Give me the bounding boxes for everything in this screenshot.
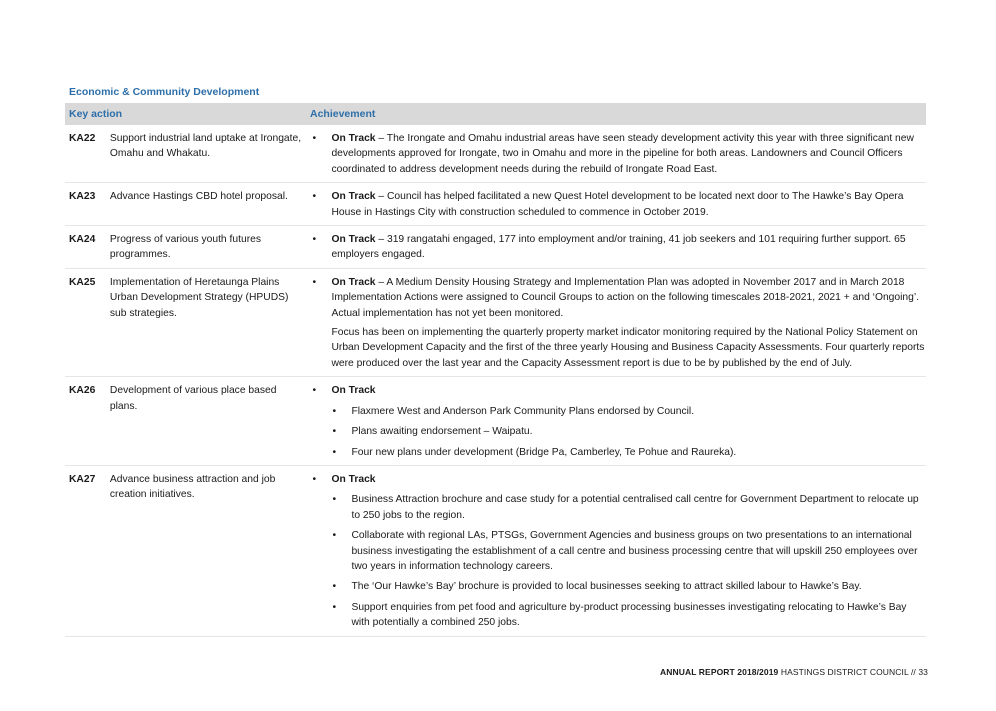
achievement-bullet: [309, 189, 926, 220]
section-title: Economic & Community Development: [69, 86, 260, 98]
achievement-cell: [309, 472, 926, 631]
achievement-text: – The Irongate and Omahu industrial areas have seen steady development activity this year with three significant new developments approved for Irongate, two in Omahu and more in the pipeline for both areas. Landowners and Council Officers coordinated to address development needs during the rebuild of Irongate Road East.: [331, 133, 914, 175]
table-row: [65, 226, 926, 269]
status-label: On Track: [331, 191, 376, 203]
achievement-bullet: [309, 383, 926, 398]
status-label: On Track: [331, 133, 376, 144]
achievement-bullet: [309, 472, 926, 487]
achievement-text: – 319 rangatahi engaged, 177 into employment and/or training, 41 job seekers and 101 requiring further support. 65 employers engaged.: [331, 234, 906, 261]
sub-bullet: • Business Attraction brochure and case study for a potential centralised call centre for Government Department to relocate up to 250 jobs to the region.: [309, 492, 926, 523]
page-footer: [660, 667, 928, 677]
key-actions-table: [65, 103, 926, 637]
achievement-cell: [309, 232, 926, 263]
achievement-cell: [309, 383, 926, 460]
table-row: [65, 377, 926, 466]
achievement-cell: [309, 189, 926, 220]
header-key-action: Key action: [69, 108, 123, 120]
achievement-bullet: [309, 131, 926, 177]
table-row: [65, 183, 926, 226]
status-label: On Track: [331, 385, 376, 397]
action-code: KA22: [69, 133, 96, 144]
status-label: On Track: [331, 473, 376, 485]
achievement-cell: [309, 275, 926, 371]
table-row: [65, 125, 926, 183]
footer-org-page: HASTINGS DISTRICT COUNCIL // 33: [778, 667, 928, 677]
action-description: Implementation of Heretaunga Plains Urban Development Strategy (HPUDS) sub strategies.: [109, 276, 289, 319]
action-description: Advance business attraction and job creation initiatives.: [109, 473, 276, 501]
action-description: Support industrial land uptake at Irongate, Omahu and Whakatu.: [109, 133, 302, 160]
action-code: KA27: [69, 473, 96, 485]
table-row: [65, 269, 926, 377]
sub-bullet: • Plans awaiting endorsement – Waipatu.: [309, 424, 926, 439]
action-description: Advance Hastings CBD hotel proposal.: [109, 191, 288, 203]
action-code: KA26: [69, 385, 96, 397]
achievement-paragraph: Focus has been on implementing the quarterly property market indicator monitoring required by the National Policy Statement on Urban Development Capacity and the first of the three yearly Housing and Business Capacity Assessments. Four quarterly reports were produced over the last year and the Capacity Assessment report is due to be by published by the end of July.: [331, 327, 925, 369]
action-code: KA25: [69, 276, 96, 288]
achievement-cell: [309, 131, 926, 177]
header-achievement: Achievement: [310, 108, 376, 120]
action-description: Development of various place based plans.: [109, 385, 277, 412]
status-label: On Track: [331, 234, 376, 246]
sub-bullet: • Collaborate with regional LAs, PTSGs, Government Agencies and business groups on two presentations to an international business investigating the establishment of a call centre and business processing centre that will upskill 250 employees over two years in information technology careers.: [309, 528, 926, 574]
achievement-bullet: [309, 232, 926, 263]
footer-report-title: ANNUAL REPORT 2018/2019: [660, 667, 779, 677]
table-header: [65, 103, 926, 125]
achievement-bullet: [309, 275, 926, 321]
table-row: [65, 466, 926, 637]
sub-bullet: • Four new plans under development (Bridge Pa, Camberley, Te Pohue and Raureka).: [309, 445, 926, 460]
action-code: KA24: [69, 234, 96, 246]
sub-bullet: • Flaxmere West and Anderson Park Community Plans endorsed by Council.: [309, 404, 926, 419]
action-code: KA23: [69, 191, 96, 203]
action-description: Progress of various youth futures programmes.: [109, 234, 262, 261]
sub-bullet: • The ‘Our Hawke’s Bay’ brochure is provided to local businesses seeking to attract skilled labour to Hawke’s Bay.: [309, 579, 926, 594]
achievement-text: – A Medium Density Housing Strategy and Implementation Plan was adopted in November 2017 and in March 2018 Implementation Actions were assigned to Council Groups to action on the following timescales 2018-2021, 2021 + and ‘Ongoing’. Actual implementation has not yet been monitored.: [331, 276, 920, 319]
sub-bullet: • Support enquiries from pet food and agriculture by-product processing businesses investigating relocating to Hawke’s Bay with potentially a combined 250 jobs.: [309, 600, 926, 631]
status-label: On Track: [331, 276, 376, 288]
achievement-text: – Council has helped facilitated a new Quest Hotel development to be located next door to The Hawke’s Bay Opera House in Hastings City with construction scheduled to commence in October 2019.: [331, 191, 904, 218]
